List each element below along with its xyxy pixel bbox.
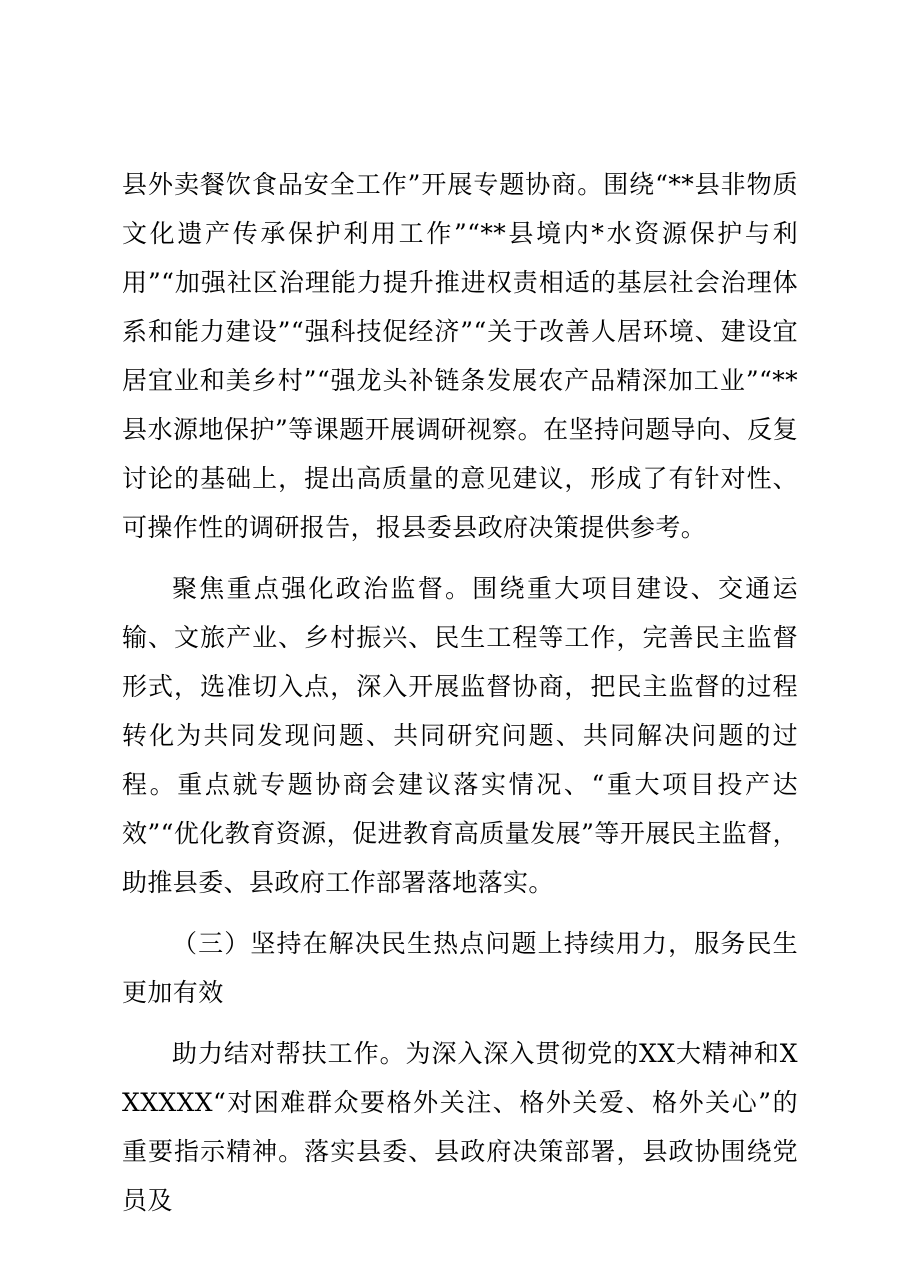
paragraph-political-supervision: 聚焦重点强化政治监督。围绕重大项目建设、交通运输、文旅产业、乡村振兴、民生工程等工作，完善民主监督形式，选准切入点，深入开展监督协商，把民主监督的过程转化为共同发现问题、共同研究问题、共同解决问题的过程。重点就专题协商会建议落实情况、“重大项目投产达效”“优化教育资源，促进教育高质量发展”等开展民主监督，助推县委、县政府工作部署落地落实。	[122, 574, 798, 897]
document-body	[122, 160, 798, 1225]
paragraph-assistance-work: 助力结对帮扶工作。为深入深入贯彻党的XX大精神和XXXXXX“对困难群众要格外关注、格外关爱、格外关心”的重要指示精神。落实县委、县政府决策部署，县政协围绕党员及	[122, 1039, 798, 1215]
paragraph-research-topics: 县外卖餐饮食品安全工作”开展专题协商。围绕“**县非物质文化遗产传承保护利用工作”“**县境内*水资源保护与利用”“加强社区治理能力提升推进权责相适的基层社会治理体系和能力建设”“强科技促经济”“关于改善人居环境、建设宜居宜业和美乡村”“强龙头补链条发展农产品精深加工业”“**县水源地保护”等课题开展调研视察。在坚持问题导向、反复讨论的基础上，提出高质量的意见建议，形成了有针对性、可操作性的调研报告，报县委县政府决策提供参考。	[122, 170, 798, 542]
section-heading-livelihood: （三）坚持在解决民生热点问题上持续用力，服务民生更加有效	[122, 929, 798, 1007]
